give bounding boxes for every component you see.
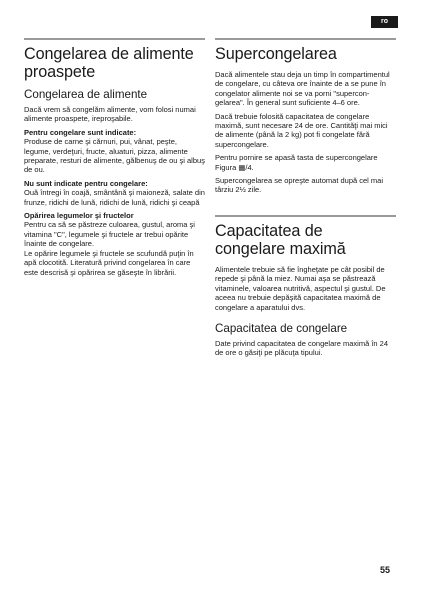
subsection-title-capacity: Capacitatea de congelare [215, 321, 348, 335]
section-rule [24, 38, 205, 40]
supercooling-paragraph-3: Pentru pornire se apasă tasta de supercongelare Figura ▦/4. [215, 153, 378, 172]
section-title-fresh-food: Congelarea de alimente proaspete [24, 45, 194, 81]
subsection-title-freezing: Congelarea de alimente [24, 88, 148, 101]
section-title-max-capacity: Capacitatea de congelare maximă [215, 221, 346, 258]
blanching-text-2: Le opărire legumele şi fructele se scufundă puţin în apă clocotită. Literatură privind congelarea în care este descrisă şi opărirea se găseşte în librării. [24, 248, 194, 277]
suitable-heading: Pentru congelare sunt indicate: [24, 127, 137, 137]
language-badge: ro [371, 16, 398, 28]
right-column [215, 38, 396, 358]
section-rule [215, 215, 396, 217]
left-column [24, 38, 205, 277]
capacity-paragraph: Date privind capacitatea de congelare maximă în 24 de ore o găsiţi pe plăcuţa tipului. [215, 338, 389, 358]
section-title-supercooling: Supercongelarea [215, 45, 337, 63]
supercooling-paragraph-1: Dacă alimentele stau deja un timp în compartimentul de congelare, cu câteva ore înainte de a se pune în congelator alimente noi se va porni "supercon-gelarea". În general sunt suficiente 4–6 ore. [215, 70, 390, 108]
supercooling-paragraph-2: Dacă trebuie folosită capacitatea de congelare maximă, sunt necesare 24 de ore. Cantităţi mai mici de alimente (până la 2 kg) pot fi congelate fără supercongelare. [215, 111, 388, 149]
section-rule [215, 38, 396, 40]
supercooling-paragraph-4: Supercongelarea se opreşte automat după cel mai târziu 2½ zile. [215, 176, 384, 195]
max-capacity-paragraph: Alimentele trebuie să fie îngheţate pe cât posibil de repede şi până la miez. Numai aşa se păstrează vitaminele, valoarea nutritivă, aspectul şi gustul. De aceea nu trebuie depăşită capacitatea maximă de congelare a aparatului dvs. [215, 264, 386, 312]
unsuitable-text: Ouă întregi în coajă, smântână şi maioneză, salate din frunze, ridichi de lună, ridichi de lună, ridichi şi ceapă [24, 188, 205, 207]
page-number: 55 [380, 565, 391, 575]
blanching-text-1: Pentru ca să se păstreze culoarea, gustul, aroma şi vitamina "C", legumele şi fructele ar trebui opărite înainte de congelare. [24, 220, 195, 249]
unsuitable-heading: Nu sunt indicate pentru congelare: [24, 178, 148, 188]
blanching-heading: Opărirea legumelor şi fructelor [24, 211, 134, 221]
intro-paragraph: Dacă vrem să congelăm alimente, vom folosi numai alimente proaspete, ireproşabile. [24, 105, 196, 124]
suitable-text: Produse de carne şi cărnuri, pui, vânat, peşte, legume, verdeţuri, fructe, aluaturi, pizza, alimente preparate, resturi de alimente, gălbenuş de ou şi albuş de ou. [24, 137, 205, 175]
